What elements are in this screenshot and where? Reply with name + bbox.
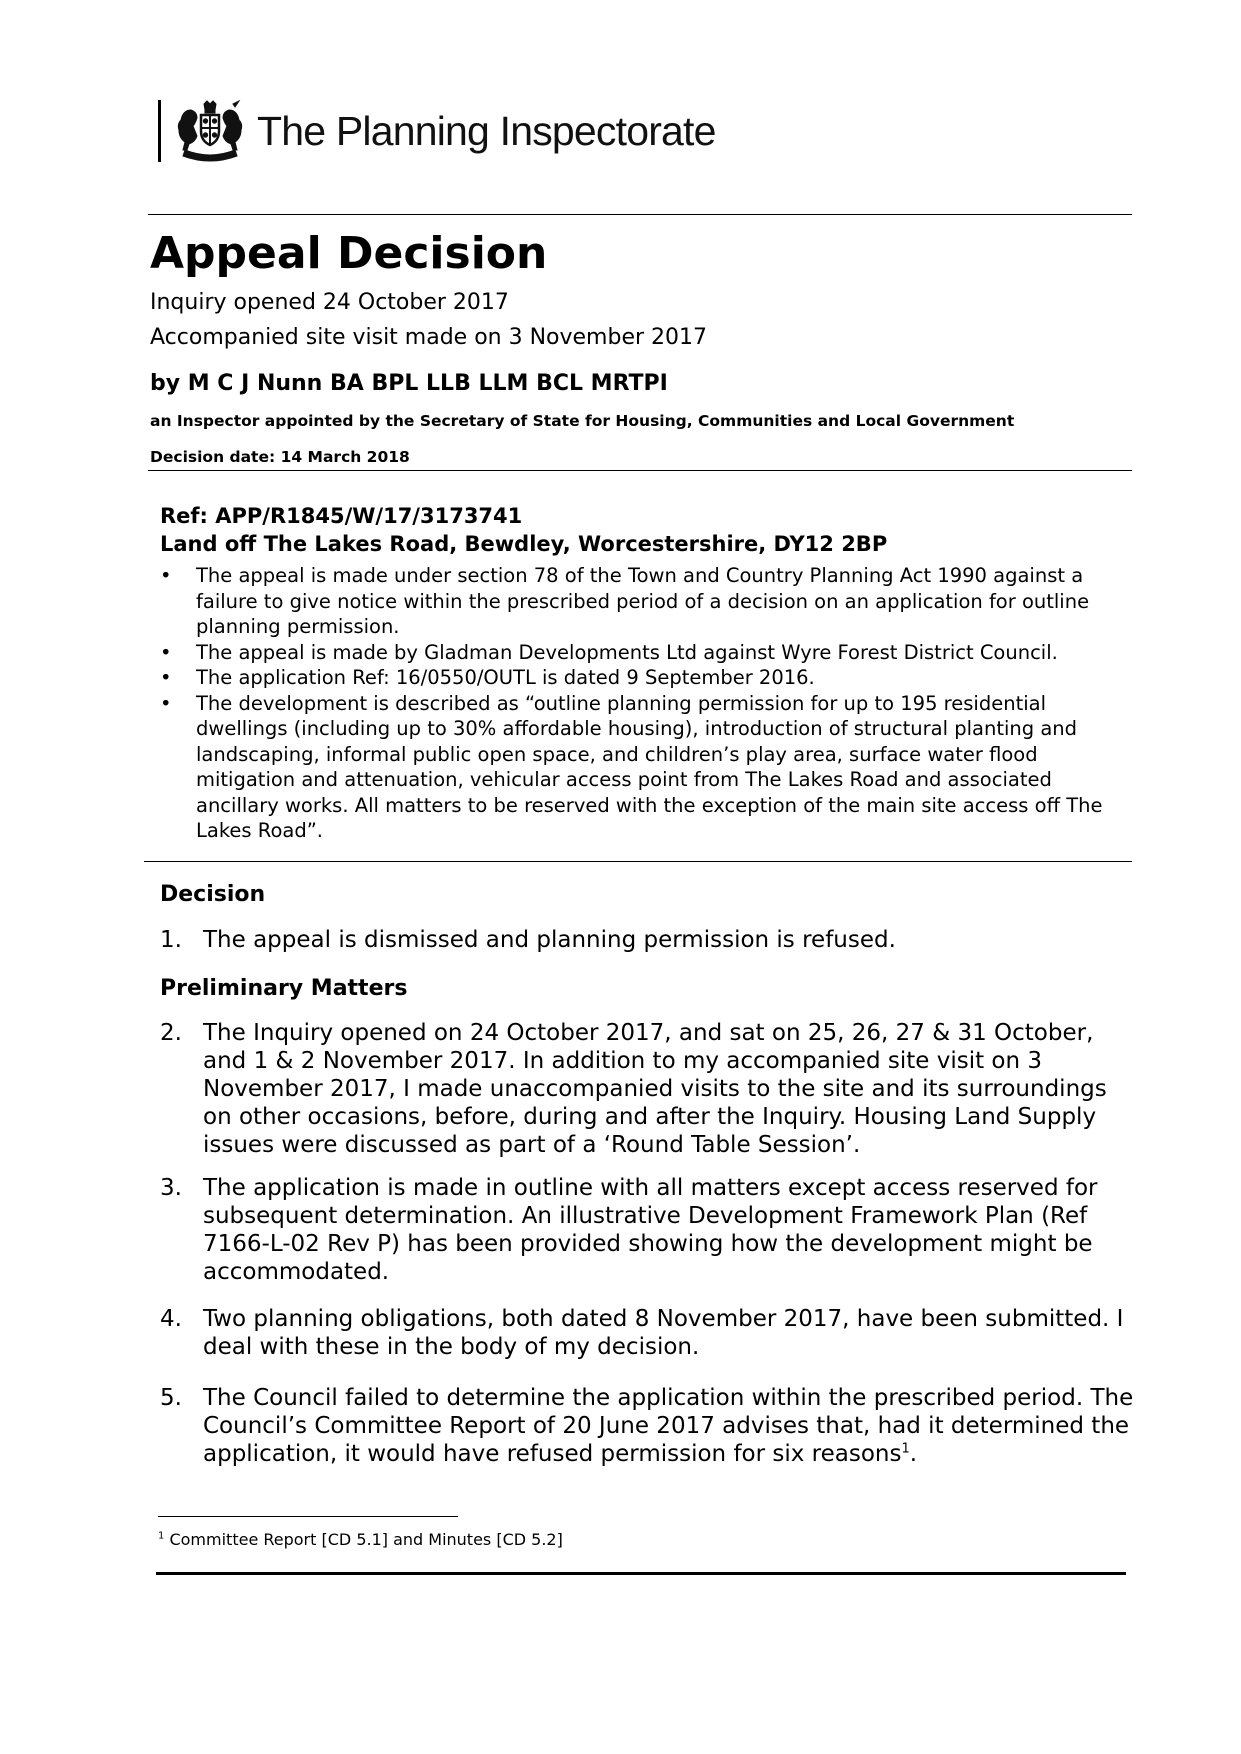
appeal-ref: Ref: APP/R1845/W/17/3173741 bbox=[160, 504, 523, 528]
footnote-marker: 1 bbox=[158, 1530, 165, 1542]
footnote bbox=[158, 1530, 563, 1549]
paragraph-body: The Council failed to determine the application within the prescribed period. The Council’s Committee Report of 20 June 2017 advises that, had it determined the application, it would have refused permission for six reasons bbox=[203, 1385, 1134, 1467]
appointed-by: an Inspector appointed by the Secretary of State for Housing, Communities and Local Government bbox=[150, 412, 1015, 430]
paragraph-text: The appeal is dismissed and planning permission is refused. bbox=[203, 927, 896, 953]
document-title: Appeal Decision bbox=[150, 228, 548, 279]
paragraph-number: 3. bbox=[160, 1175, 182, 1201]
paragraph-end: . bbox=[909, 1441, 918, 1467]
site-visit: Accompanied site visit made on 3 November 2017 bbox=[150, 325, 708, 350]
appeal-reference-block bbox=[160, 502, 887, 558]
logo-divider bbox=[158, 100, 161, 162]
summary-rule bbox=[144, 861, 1132, 862]
inquiry-opened: Inquiry opened 24 October 2017 bbox=[150, 290, 509, 315]
inspector-name: by M C J Nunn BA BPL LLB LLM BCL MRTPI bbox=[150, 371, 668, 396]
appeal-details-list bbox=[160, 563, 1140, 844]
paragraph-3 bbox=[160, 1174, 1140, 1286]
page-bottom-rule bbox=[156, 1572, 1126, 1575]
paragraph-number: 1. bbox=[160, 927, 182, 953]
list-item: • The application Ref: 16/0550/OUTL is dated 9 September 2016. bbox=[160, 665, 1140, 691]
paragraph-text: Two planning obligations, both dated 8 November 2017, have been submitted. I deal with these in the body of my decision. bbox=[203, 1306, 1124, 1360]
paragraph-text: The Inquiry opened on 24 October 2017, and sat on 25, 26, 27 & 31 October, and 1 & 2 November 2017. In addition to my accompanied site visit on 3 November 2017, I made unaccompanied visits to the site and its surroundings on other occasions, before, during and after the Inquiry. Housing Land Supply issues were discussed as part of a ‘Round Table Session’. bbox=[203, 1020, 1107, 1158]
paragraph-5 bbox=[160, 1384, 1140, 1468]
decision-date: Decision date: 14 March 2018 bbox=[150, 448, 410, 466]
paragraph-1 bbox=[160, 926, 1140, 954]
list-item: • The appeal is made by Gladman Developments Ltd against Wyre Forest District Council. bbox=[160, 640, 1140, 666]
paragraph-number: 2. bbox=[160, 1020, 182, 1046]
appeal-site: Land off The Lakes Road, Bewdley, Worcestershire, DY12 2BP bbox=[160, 532, 888, 556]
list-item: • The development is described as “outline planning permission for up to 195 residential dwellings (including up to 30% affordable housing), introduction of structural planting and landscaping, informal public open space, and children’s play area, surface water flood mitigation and attenuation, vehicular access point from The Lakes Road and associated ancillary works. All matters to be reserved with the exception of the main site access off The Lakes Road”. bbox=[160, 691, 1140, 844]
paragraph-text bbox=[203, 1384, 1140, 1468]
footnote-reference[interactable]: 1 bbox=[901, 1441, 910, 1457]
footnote-separator bbox=[158, 1516, 458, 1517]
decision-heading: Decision bbox=[160, 882, 266, 907]
royal-coat-of-arms-icon bbox=[175, 100, 245, 162]
list-item: • The appeal is made under section 78 of the Town and Country Planning Act 1990 against a failure to give notice within the prescribed period of a decision on an application for outline planning permission. bbox=[160, 563, 1140, 640]
org-name: The Planning Inspectorate bbox=[257, 107, 716, 154]
footnote-text: Committee Report [CD 5.1] and Minutes [CD 5.2] bbox=[169, 1530, 563, 1549]
preliminary-matters-heading: Preliminary Matters bbox=[160, 976, 408, 1001]
planning-inspectorate-logo bbox=[158, 100, 716, 162]
paragraph-2 bbox=[160, 1019, 1140, 1159]
header-rule bbox=[148, 214, 1132, 215]
date-rule bbox=[148, 470, 1132, 471]
paragraph-number: 5. bbox=[160, 1385, 182, 1411]
paragraph-4 bbox=[160, 1305, 1140, 1361]
paragraph-number: 4. bbox=[160, 1306, 182, 1332]
paragraph-text: The application is made in outline with all matters except access reserved for subsequent determination. An illustrative Development Framework Plan (Ref 7166-L-02 Rev P) has been provided showing how the development might be accommodated. bbox=[203, 1175, 1098, 1285]
